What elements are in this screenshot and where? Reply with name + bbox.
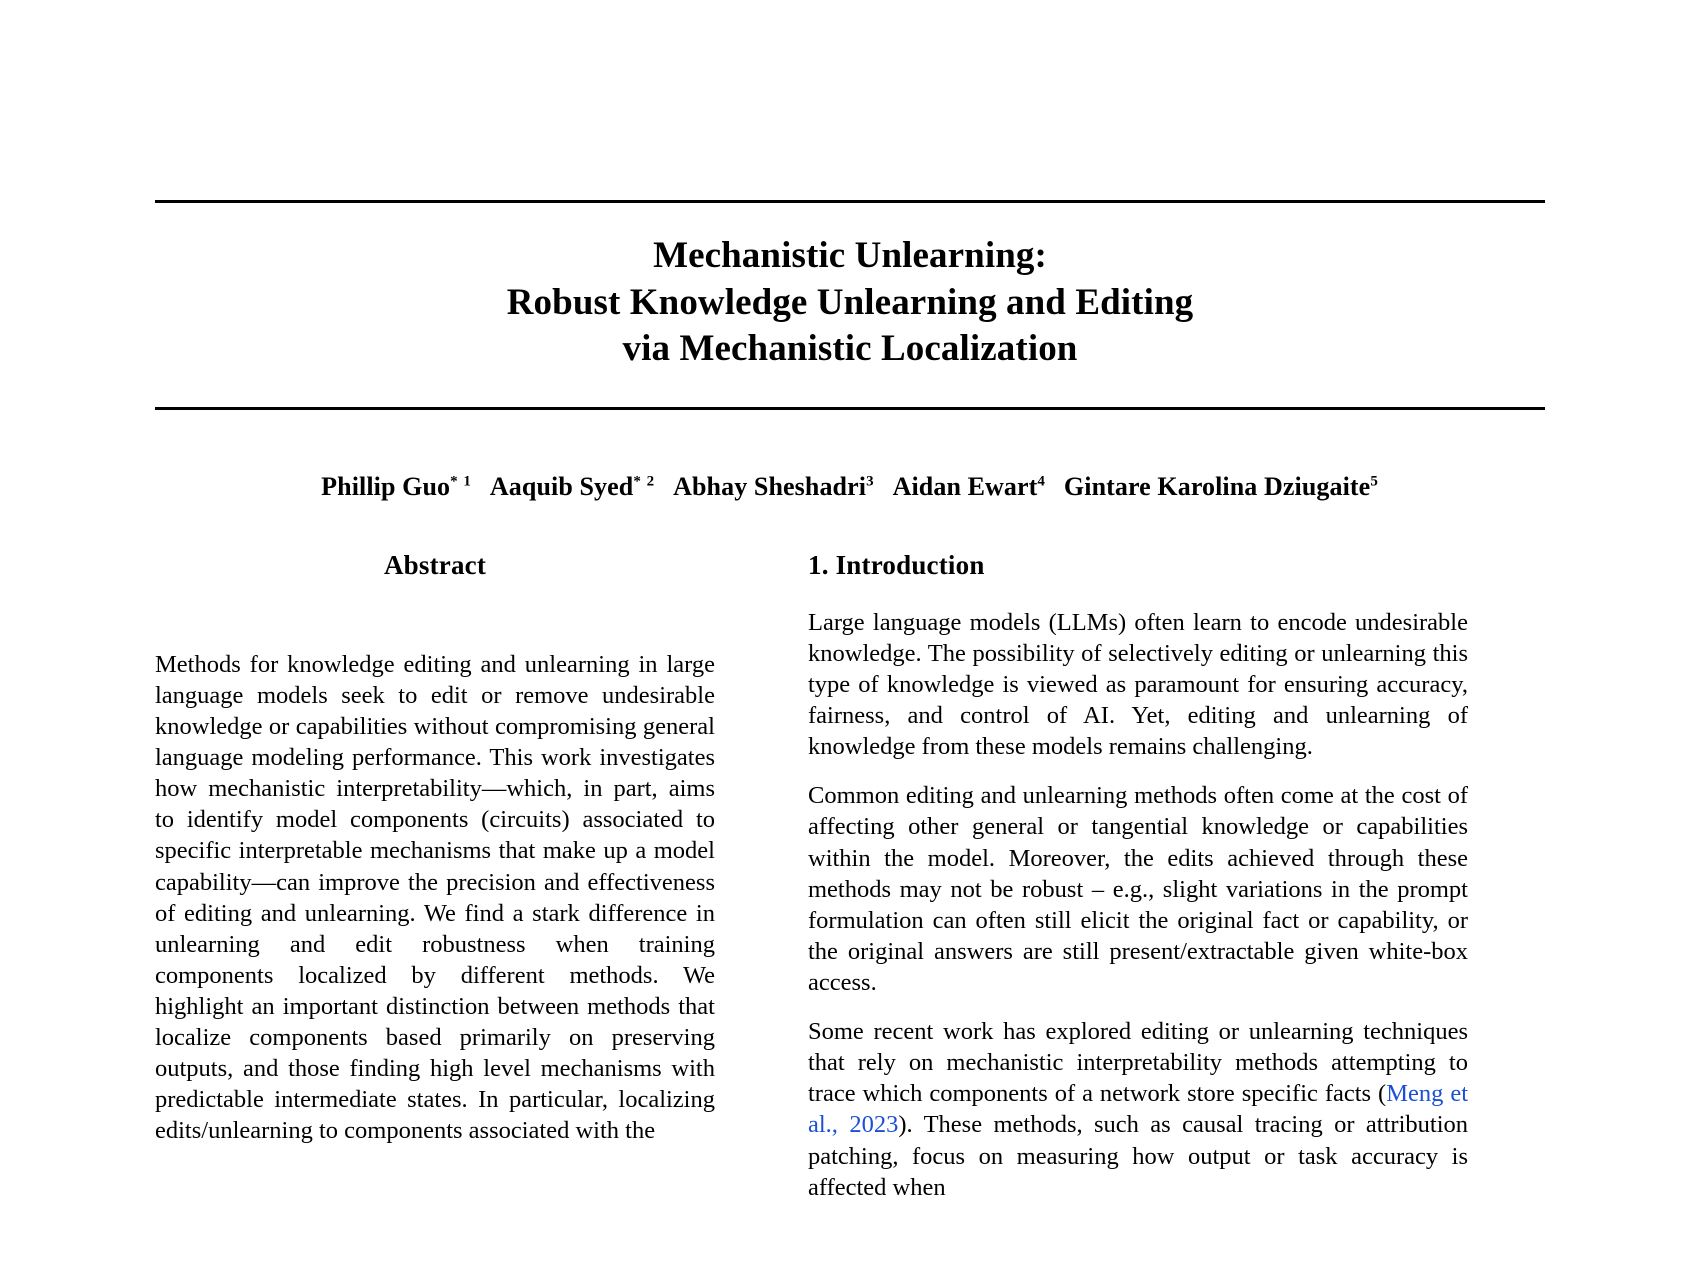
author-5-name: Gintare Karolina Dziugaite <box>1063 471 1371 501</box>
abstract-body <box>155 649 715 1147</box>
column-left <box>155 550 715 1221</box>
author-1 <box>321 472 472 502</box>
header-rule-bottom <box>155 407 1545 410</box>
title-line-3: via Mechanistic Localization <box>622 328 1078 370</box>
author-5-marks: 5 <box>1370 473 1379 490</box>
title-line-2: Robust Knowledge Unlearning and Editing <box>506 281 1194 323</box>
author-3-marks: 3 <box>866 473 875 490</box>
abstract-heading: Abstract <box>383 549 487 580</box>
author-list <box>155 472 1545 502</box>
author-2-name: Aaquib Syed <box>489 471 634 501</box>
author-3 <box>673 472 874 502</box>
two-column-body <box>155 550 1545 1221</box>
paper-content <box>155 0 1545 1221</box>
title-line-1: Mechanistic Unlearning: <box>653 235 1047 276</box>
abstract-paragraph: Methods for knowledge editing and unlearning in large language models seek to edit or remove undesirable knowledge or capabilities without compromising general language modeling performance. This work investigates how mechanistic interpretability—which, in part, aims to identify model components (circuits) associated to specific interpretable mechanisms that make up a model capability—can improve the precision and effectiveness of editing and unlearning. We find a stark difference in unlearning and edit robustness when training components localized by different methods. We highlight an important distinction between methods that localize components based primarily on preserving outputs, and those finding high level mechanisms with predictable intermediate states. In particular, localizing edits/unlearning to components associated with the <box>155 650 715 1145</box>
author-4 <box>893 472 1046 502</box>
paper-title <box>155 203 1545 381</box>
citation-link-meng[interactable]: Meng et al., 2023 <box>808 1080 1468 1139</box>
author-5 <box>1064 472 1379 502</box>
intro-paragraph-3-before: Some recent work has explored editing or unlearning techniques that rely on mechanistic interpretability methods attempting to trace which components of a network store specific facts ( <box>808 1018 1468 1108</box>
intro-paragraph-3-after: ). These methods, such as causal tracing or attribution patching, focus on measuring how output or task accuracy is affected when <box>808 1111 1468 1201</box>
author-3-name: Abhay Sheshadri <box>673 471 867 501</box>
author-2 <box>490 472 655 502</box>
author-4-name: Aidan Ewart <box>892 471 1038 501</box>
author-2-marks: * 2 <box>633 473 656 490</box>
introduction-heading: 1. Introduction <box>808 549 985 580</box>
author-1-name: Phillip Guo <box>321 471 451 501</box>
intro-paragraph-3 <box>808 1016 1468 1203</box>
intro-paragraph-2: Common editing and unlearning methods often come at the cost of affecting other general or tangential knowledge or capabilities within the model. Moreover, the edits achieved through these methods may not be robust – e.g., slight variations in the prompt formulation can often still elicit the original fact or capability, or the original answers are still present/extractable given white-box access. <box>808 782 1468 997</box>
column-right <box>808 550 1468 1221</box>
intro-paragraph-1: Large language models (LLMs) often learn to encode undesirable knowledge. The possibility of selectively editing or unlearning this type of knowledge is viewed as paramount for ensuring accuracy, fairness, and control of AI. Yet, editing and unlearning of knowledge from these models remains challenging. <box>808 608 1468 761</box>
author-1-marks: * 1 <box>450 473 472 490</box>
author-4-marks: 4 <box>1037 473 1046 490</box>
